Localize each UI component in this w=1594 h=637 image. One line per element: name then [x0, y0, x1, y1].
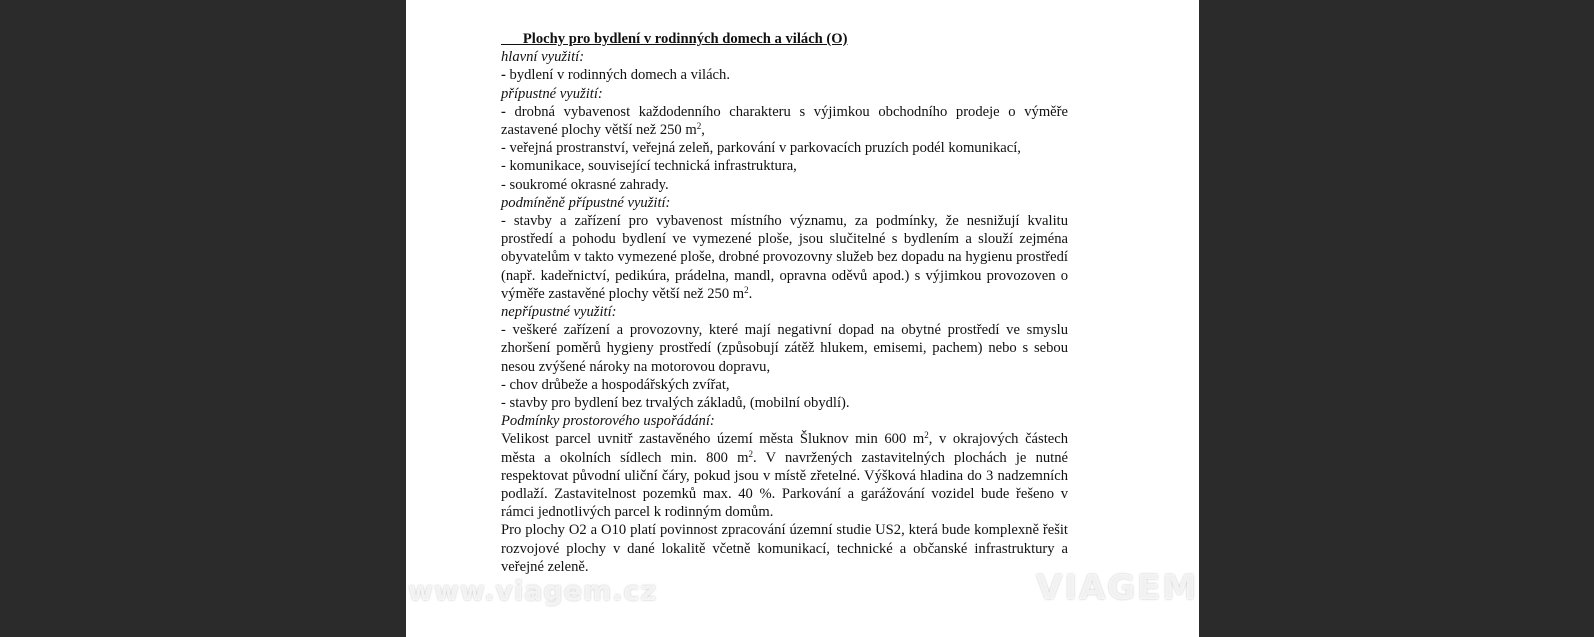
forbidden-use-heading: nepřípustné využití:: [501, 304, 617, 321]
conditional-use-heading: podmíněně přípustné využití:: [501, 194, 671, 211]
conditional-use-text: - stavby a zařízení pro vybavenost místního významu, za podmínky, že nesnižují kvalitu prostředí a pohodu bydlení ve vymezené ploše, jsou slučitelné s bydlením a slouží zejména obyvatelům v takto vymezené ploše, drobné provozovny služeb bez dopadu na hygienu prostředí (např. kadeřnictví, pedikúra, prádelna, mandl, opravna oděvů apod.) s výjimkou provozoven o výměře zastavěné plochy větší než 250 $m^2$.: [501, 213, 1068, 302]
forbidden-use-item: - veškeré zařízení a provozovny, které mají negativní dopad na obytné prostředí ve smyslu zhoršení poměrů hygieny prostředí (způsobují zátěž hlukem, emisemi, pachem) nebo s sebou nesou zvýšené nároky na motorovou dopravu,: [501, 322, 1068, 375]
document-title: Plochy pro bydlení v rodinných domech a vilách (O): [522, 31, 848, 47]
watermark-url: www.viagem.cz: [408, 576, 658, 607]
permitted-use-heading: přípustné využití:: [501, 85, 603, 102]
permitted-use-item: - drobná vybavenost každodenního charakteru s výjimkou obchodního prodeje o výměře zastavené plochy větší než 250 $m^2$,: [501, 103, 1068, 139]
spatial-paragraph: Velikost parcel uvnitř zastavěného území města Šluknov min 600 $m^2$, v okrajových částech města a okolních sídlech min. 800 $m^2$. V navržených zastavitelných plochách je nutné respektovat původní uliční čáry, pokud jsou v místě zřetelné. Výšková hladina do 3 nadzemních podlaží. Zastavitelnost pozemků max. 40 %. Parkování a garážování vozidel bude řešeno v rámci jednotlivých parcel k rodinným domům.: [501, 430, 1069, 521]
forbidden-use-item: - stavby pro bydlení bez trvalých základů, (mobilní obydlí).: [501, 395, 850, 412]
permitted-use-item: - veřejná prostranství, veřejná zeleň, parkování v parkovacích pruzích podél komunikací,: [501, 140, 1021, 157]
main-use-item: - bydlení v rodinných domech a vilách.: [501, 67, 730, 84]
spatial-heading: Podmínky prostorového uspořádání:: [501, 413, 715, 430]
forbidden-use-item: - chov drůbeže a hospodářských zvířat,: [501, 376, 730, 393]
diamond-logo-icon: [1067, 494, 1149, 564]
watermark-brand: VIAGEM: [1036, 568, 1199, 608]
document-content: [501, 30, 1068, 576]
permitted-use-item: - soukromé okrasné zahrady.: [501, 176, 669, 193]
main-use-heading: hlavní využití:: [501, 49, 585, 66]
permitted-use-item: - komunikace, související technická infrastruktura,: [501, 158, 797, 175]
spatial-paragraph: Pro plochy O2 a O10 platí povinnost zpracování územní studie US2, která bude komplexně řešit rozvojové plochy v dané lokalitě včetně komunikací, technické a občanské infrastruktury a veřejné zeleně.: [501, 522, 1068, 575]
